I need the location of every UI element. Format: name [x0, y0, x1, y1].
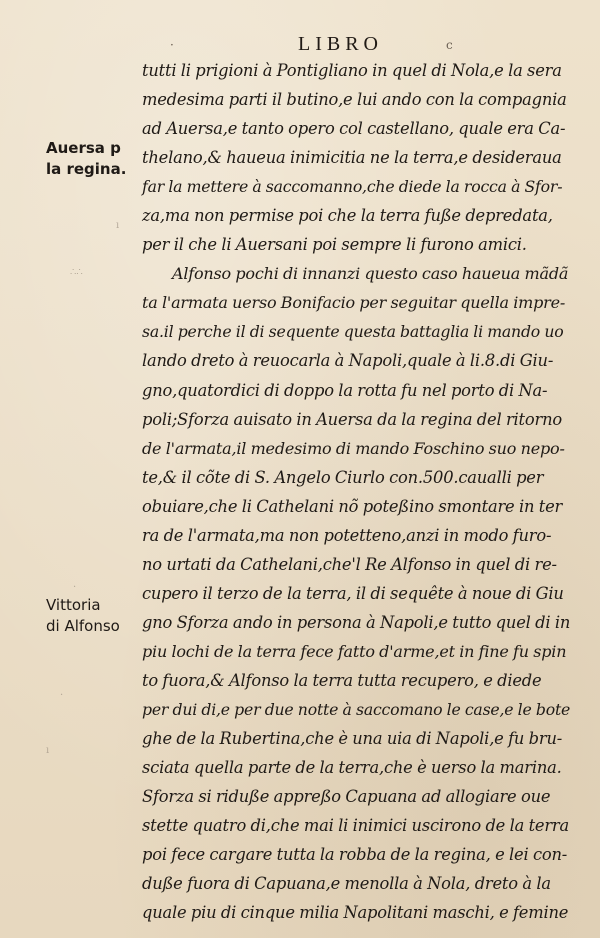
- body-text: [142, 56, 570, 927]
- text-line-paragraph-start: Alfonso pochi di innanzi questo caso haueua mãdã: [172, 264, 569, 284]
- text-line: cupero il terzo de la terra, il di sequête à noue di Giu: [142, 583, 564, 603]
- marginal-note-line: Vittoria: [46, 596, 101, 614]
- show-through-mark: ı: [46, 745, 50, 756]
- marginal-note-line: la regina.: [46, 160, 127, 178]
- show-through-mark: ∴∴: [70, 267, 83, 278]
- text-line: duße fuora di Capuana,e menolla à Nola, dreto à la: [142, 874, 551, 894]
- text-line: lando dreto à reuocarla à Napoli,quale à li.8.di Giu-: [142, 351, 554, 371]
- text-line: no urtati da Cathelani,che'l Re Alfonso in quel di re-: [142, 554, 557, 574]
- text-line: per dui di,e per due notte à saccomano le case,e le bote: [142, 700, 571, 720]
- text-line: ad Auersa,e tanto opero col castellano, quale era Ca-: [142, 119, 566, 139]
- text-line: ghe de la Rubertina,che è una uia di Napoli,e fu bru-: [142, 729, 563, 749]
- text-line: Sforza si riduße appreßo Capuana ad allogiare oue: [142, 787, 551, 807]
- marginal-note-aversa: [46, 138, 126, 180]
- show-through-mark: ·: [60, 690, 64, 701]
- marginal-note-line: Auersa p: [46, 139, 121, 157]
- text-line: poi fece cargare tutta la robba de la regina, e lei con-: [142, 845, 568, 865]
- text-line: ra de l'armata,ma non potetteno,anzi in modo furo-: [142, 525, 552, 545]
- text-line: per il che li Auersani poi sempre li furono amici.: [142, 235, 527, 255]
- text-line: sciata quella parte de la terra,che è uerso la marina.: [142, 758, 562, 778]
- text-line: tutti li prigioni à Pontigliano in quel di Nola,e la sera: [142, 61, 562, 80]
- head-ornament-left: ·: [170, 38, 174, 52]
- show-through-mark: ı: [116, 220, 120, 231]
- marginal-note-line: di Alfonso: [46, 617, 120, 635]
- show-through-mark: ·: [73, 582, 77, 593]
- text-line: stette quatro di,che mai li inimici uscirono de la terra: [142, 816, 570, 836]
- text-line: de l'armata,il medesimo di mando Foschino suo nepo-: [142, 438, 565, 458]
- text-line: medesima parti il butino,e lui ando con la compagnia: [142, 90, 567, 110]
- text-line: thelano,& haueua inimicitia ne la terra,e desideraua: [142, 148, 562, 168]
- text-line: gno Sforza ando in persona à Napoli,e tutto quel di in: [142, 612, 571, 632]
- text-line: za,ma non permise poi che la terra fuße depredata,: [142, 206, 553, 226]
- text-line: poli;Sforza auisato in Auersa da la regina del ritorno: [142, 409, 562, 429]
- text-line: ta l'armata uerso Bonifacio per seguitar quella impre-: [142, 293, 566, 313]
- text-line: quale piu di cinque milia Napolitani maschi, e femine: [142, 903, 569, 923]
- marginal-note-vittoria: [46, 595, 120, 637]
- text-line: gno,quatordici di doppo la rotta fu nel porto di Na-: [142, 380, 548, 400]
- running-head: LIBRO: [298, 33, 383, 55]
- text-line: obuiare,che li Cathelani nõ poteßino smontare in ter: [142, 496, 563, 516]
- text-line: to fuora,& Alfonso la terra tutta recupero, e diede: [142, 670, 542, 690]
- text-line: far la mettere à saccomanno,che diede la rocca à Sfor-: [142, 177, 563, 197]
- text-line: te,& il cõte di S. Angelo Ciurlo con.500.caualli per: [142, 467, 544, 487]
- text-line: sa.il perche il di sequente questa battaglia li mando uo: [142, 322, 564, 342]
- text-line: piu lochi de la terra fece fatto d'arme,et in fine fu spin: [142, 641, 567, 661]
- head-ornament-right: c: [446, 38, 453, 52]
